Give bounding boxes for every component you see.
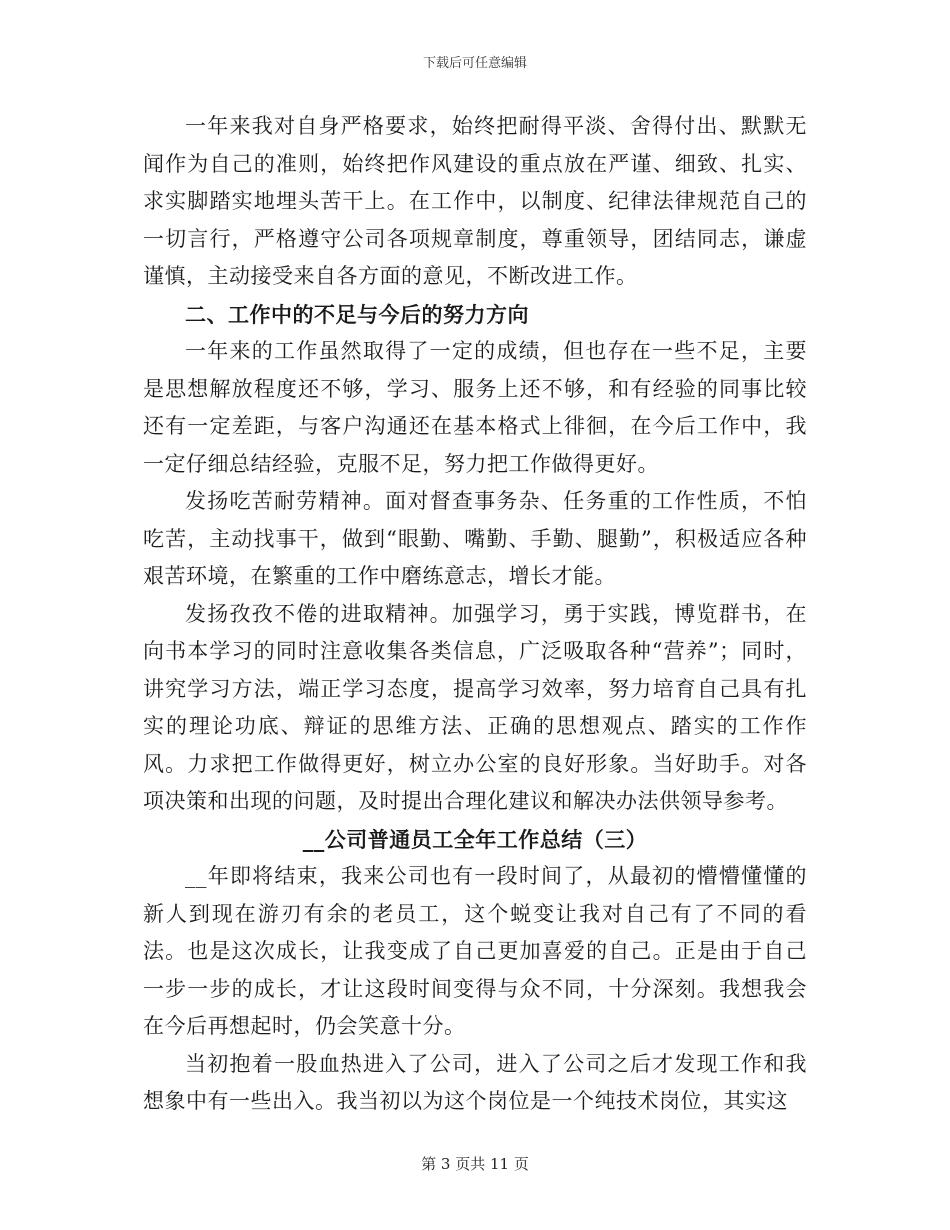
paragraph-self-discipline: 一年来我对自身严格要求，始终把耐得平淡、舍得付出、默默无闻作为自己的准则，始终把作风建设的重点放在严谨、细致、扎实、求实脚踏实地埋头苦干上。在工作中，以制度、纪律法律规范自己的一切言行，严格遵守公司各项规章制度，尊重领导，团结同志，谦虚谨慎，主动接受来自各方面的意见，不断改进工作。 — [143, 114, 807, 288]
document-body — [143, 108, 807, 1121]
document-title: __公司普通员工全年工作总结（三） — [302, 826, 648, 852]
paragraph-shortcomings: 一年来的工作虽然取得了一定的成绩，但也存在一些不足，主要是思想解放程度还不够，学习、服务上还不够，和有经验的同事比较还有一定差距，与客户沟通还在基本格式上徘徊，在今后工作中，我一定仔细总结经验，克服不足，努力把工作做得更好。 — [143, 339, 807, 476]
page-footer: 第 3 页共 11 页 — [421, 1155, 529, 1173]
paragraph-hardworking-spirit: 发扬吃苦耐劳精神。面对督查事务杂、任务重的工作性质，不怕吃苦，主动找事干，做到“眼勤、嘴勤、手勤、腿勤”，积极适应各种艰苦环境，在繁重的工作中磨练意志，增长才能。 — [143, 489, 807, 588]
paragraph-joining-company: 当初抱着一股血热进入了公司，进入了公司之后才发现工作和我想象中有一些出入。我当初以为这个岗位是一个纯技术岗位，其实这 — [143, 1051, 807, 1113]
paragraph-year-end: __年即将结束，我来公司也有一段时间了，从最初的懵懵懂懂的新人到现在游刃有余的老员工，这个蜕变让我对自己有了不同的看法。也是这次成长，让我变成了自己更加喜爱的自己。正是由于自己一步一步的成长，才让这段时间变得与众不同，十分深刻。我想我会在今后再想起时，仍会笑意十分。 — [143, 864, 807, 1038]
section-heading-shortcomings: 二、工作中的不足与今后的努力方向 — [185, 301, 529, 327]
paragraph-enterprising-spirit: 发扬孜孜不倦的进取精神。加强学习，勇于实践，博览群书，在向书本学习的同时注意收集各类信息，广泛吸取各种“营养”；同时，讲究学习方法，端正学习态度，提高学习效率，努力培育自己具有扎实的理论功底、辩证的思维方法、正确的思想观点、踏实的工作作风。力求把工作做得更好，树立办公室的良好形象。当好助手。对各项决策和出现的问题，及时提出合理化建议和解决办法供领导参考。 — [143, 601, 807, 813]
page-header: 下载后可任意编辑 — [422, 56, 527, 71]
